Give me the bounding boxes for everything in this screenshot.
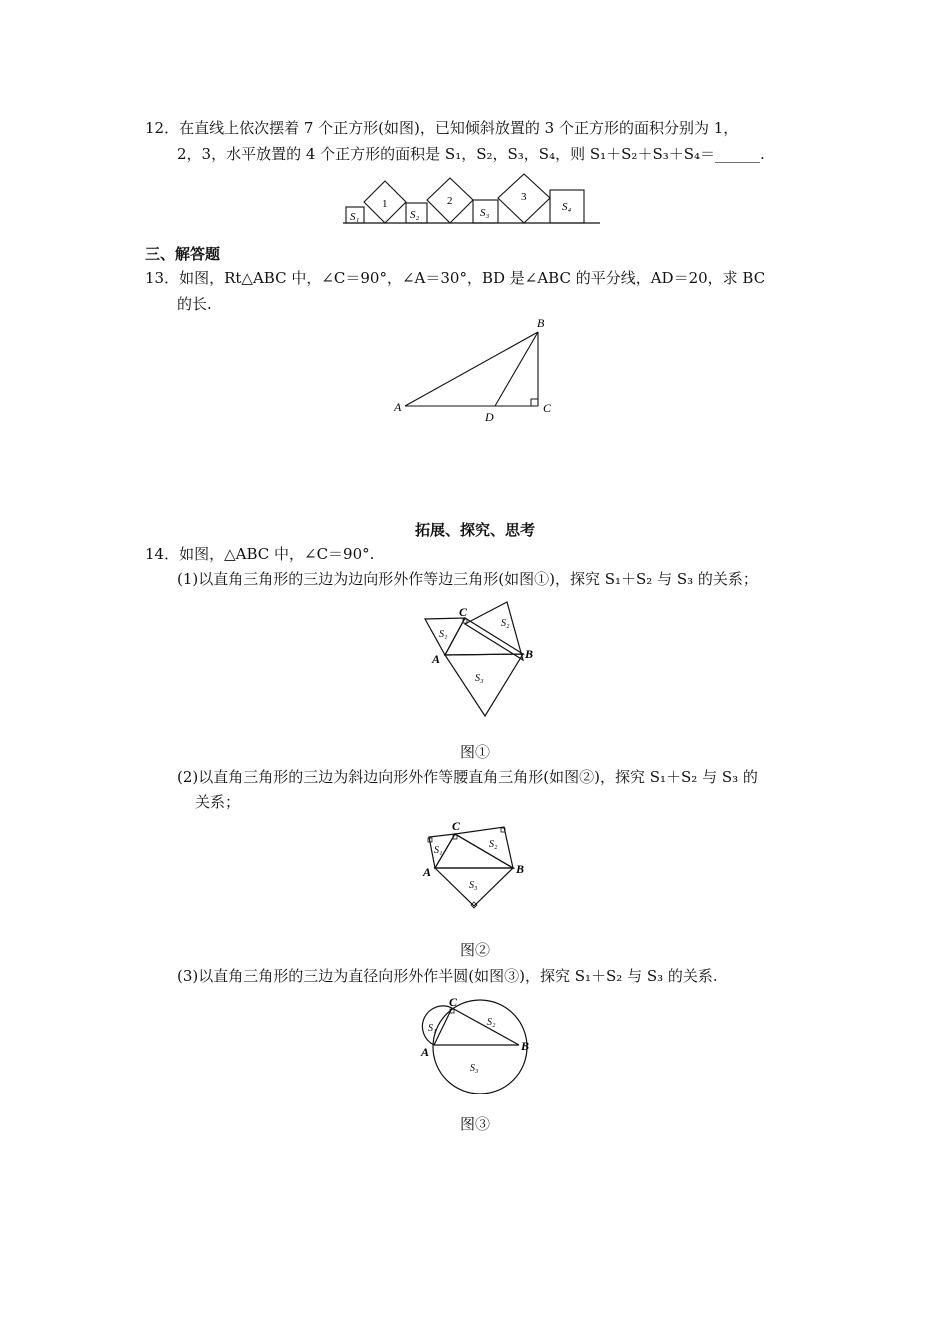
fig2-label-s2: S₂ (489, 839, 498, 850)
q12-line1: 12．在直线上依次摆着 7 个正方形(如图)，已知倾斜放置的 3 个正方形的面积分别为 1， (145, 119, 739, 137)
fig3-label-s3: S₃ (470, 1063, 479, 1074)
q14-figure3 (412, 994, 542, 1094)
q13-line2: 的长. (177, 295, 212, 313)
q12-line2: 2，3，水平放置的 4 个正方形的面积是 S₁，S₂，S₃，S₄，则 S₁＋S₂＋S₃＋S₄＝______. (177, 145, 765, 163)
q13-label-a: A (394, 400, 402, 414)
fig2-label-s3: S₃ (469, 880, 478, 891)
q12-label-3: 3 (521, 191, 527, 203)
fig3-label-c: C (449, 995, 458, 1009)
q14-part1: (1)以直角三角形的三边为边向形外作等边三角形(如图①)，探究 S₁＋S₂ 与 S₃ 的关系； (177, 570, 758, 588)
section3-title: 三、解答题 (145, 245, 221, 263)
q14-figure2 (415, 816, 540, 914)
fig3-label-s2: S₂ (487, 1017, 496, 1028)
q14-figure1 (415, 600, 550, 722)
fig3-caption: 图③ (459, 1115, 490, 1133)
fig1-label-s1: S₁ (439, 629, 448, 640)
q12-label-1: 1 (382, 198, 388, 210)
q12-label-2: 2 (447, 195, 453, 207)
fig2-label-s1: S₁ (434, 845, 443, 856)
fig1-label-c: C (459, 605, 468, 619)
fig1-label-s3: S₃ (475, 673, 484, 684)
fig3-label-a: A (421, 1045, 430, 1059)
fig1-label-s2: S₂ (501, 618, 510, 629)
q13-label-d: D (485, 410, 494, 424)
q14-intro: 14．如图，△ABC 中，∠C＝90°. (145, 545, 375, 563)
q12-label-s3: S₃ (480, 207, 490, 219)
fig3-label-b: B (521, 1039, 530, 1053)
fig2-caption: 图② (459, 941, 490, 959)
fig1-label-b: B (525, 647, 534, 661)
extension-title: 拓展、探究、思考 (414, 521, 535, 539)
q14-part2-line1: (2)以直角三角形的三边为斜边向形外作等腰直角三角形(如图②)，探究 S₁＋S₂ 与 S₃ 的 (177, 768, 758, 786)
q12-label-s2: S₂ (410, 209, 420, 221)
fig2-label-c: C (452, 819, 461, 833)
fig1-label-a: A (432, 652, 441, 666)
fig2-label-b: B (516, 862, 525, 876)
q12-label-s4: S₄ (562, 201, 572, 213)
q13-line1: 13．如图，Rt△ABC 中，∠C＝90°，∠A＝30°，BD 是∠ABC 的平分线，AD＝20，求 BC (145, 269, 766, 287)
q14-part3: (3)以直角三角形的三边为直径向形外作半圆(如图③)，探究 S₁＋S₂ 与 S₃ 的关系. (177, 967, 718, 985)
fig2-label-a: A (423, 865, 432, 879)
q13-label-b: B (537, 316, 545, 330)
q14-part2-line2: 关系； (195, 793, 241, 811)
q12-label-s1: S₁ (350, 211, 360, 223)
q12-squares-figure (340, 166, 605, 228)
fig3-label-s1: S₁ (428, 1023, 437, 1034)
q13-triangle-figure (390, 312, 565, 427)
q13-label-c: C (543, 401, 552, 415)
fig1-caption: 图① (459, 743, 490, 761)
